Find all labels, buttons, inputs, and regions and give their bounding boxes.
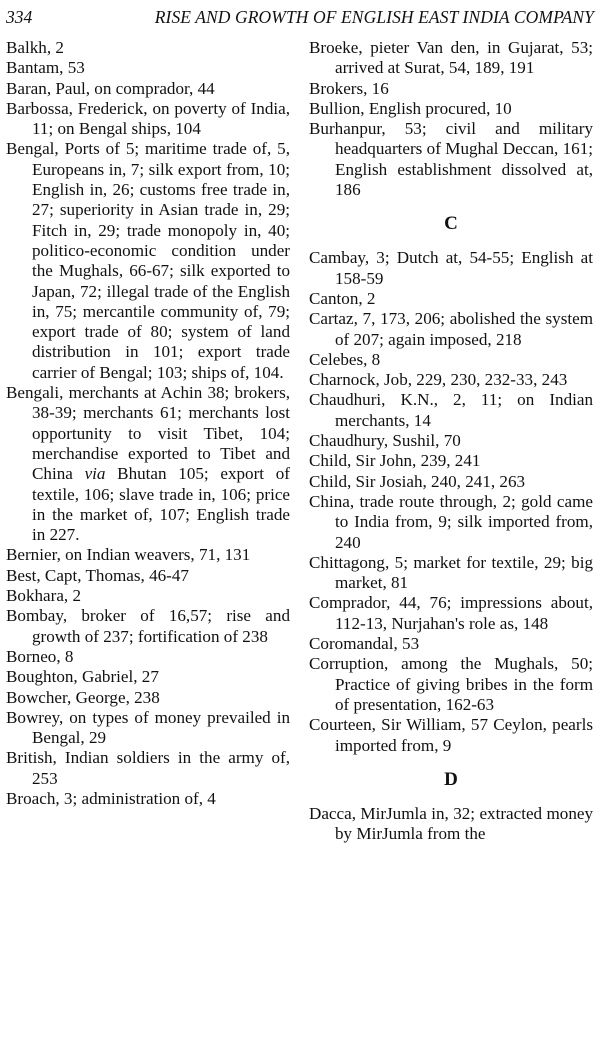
index-entry: Boughton, Gabriel, 27 xyxy=(6,667,159,687)
index-section-letter: C xyxy=(444,213,458,235)
index-section-letter: D xyxy=(444,768,458,790)
index-entry: Barbossa, Frederick, on poverty of India, 11; on Bengal ships, 104 xyxy=(6,98,290,139)
index-entry: Canton, 2 xyxy=(309,288,376,308)
index-entry: Celebes, 8 xyxy=(309,349,381,369)
index-entry: Bowrey, on types of money prevailed in Bengal, 29 xyxy=(6,707,290,748)
index-column-left xyxy=(6,38,290,809)
index-entry: Cartaz, 7, 173, 206; abolished the system of 207; again imposed, 218 xyxy=(309,309,593,349)
index-entry: Courteen, Sir William, 57 Ceylon, pearls imported from, 9 xyxy=(309,715,593,755)
index-entry: Broach, 3; administration of, 4 xyxy=(6,788,216,808)
index-entry: Child, Sir Josiah, 240, 241, 263 xyxy=(309,471,526,491)
index-entry: Baran, Paul, on comprador, 44 xyxy=(6,78,215,98)
italic-word: via xyxy=(84,464,106,484)
index-entry: Charnock, Job, 229, 230, 232-33, 243 xyxy=(309,370,568,390)
index-entry: Balkh, 2 xyxy=(6,38,64,57)
index-entry: Chaudhuri, K.N., 2, 11; on Indian merchants, 14 xyxy=(309,390,593,430)
index-entry: Bullion, English procured, 10 xyxy=(309,98,512,118)
index-entry: Bokhara, 2 xyxy=(6,586,82,606)
running-title: RISE AND GROWTH OF ENGLISH EAST INDIA COMPANY xyxy=(154,7,594,27)
index-entry: Brokers, 16 xyxy=(309,78,389,98)
index-entry: Chaudhury, Sushil, 70 xyxy=(309,431,461,451)
index-entry: Bantam, 53 xyxy=(6,58,85,78)
index-column-right xyxy=(309,38,593,844)
index-entry: Bengal, Ports of 5; maritime trade of, 5, Europeans in, 7; silk export from, 10; English in, 26; customs free trade in, 27; superiority in Asian trade in, 29; Fitch in, 29; trade monopoly in, 40; politico-economic condition under the Mughals, 66-67; silk exported to Japan, 72; illegal trade of the English in, 75; mercantile community of, 79; export trade of 80; system of land distribution in 101; export trade carrier of Bengal; 103; ships of, 104. xyxy=(6,139,290,382)
index-entry: China, trade route through, 2; gold came to India from, 9; silk imported from, 240 xyxy=(309,491,593,552)
page-number: 334 xyxy=(6,7,33,27)
index-entry: Corruption, among the Mughals, 50; Practice of giving bribes in the form of presentation, 162-63 xyxy=(309,654,593,714)
index-entry: Bernier, on Indian weavers, 71, 131 xyxy=(6,545,251,565)
index-entry: Bengali, merchants at Achin 38; brokers, 38-39; merchants 61; merchants lost opportunity to visit Tibet, 104; merchandise exported to Tibet and China via Bhutan 105; export of textile, 106; slave trade in, 106; price in the market of, 107; English trade in 227. xyxy=(6,383,290,545)
index-entry: Comprador, 44, 76; impressions about, 112-13, Nurjahan's role as, 148 xyxy=(309,593,593,633)
page-header xyxy=(6,4,594,30)
index-entry: Child, Sir John, 239, 241 xyxy=(309,451,481,471)
index-entry: Cambay, 3; Dutch at, 54-55; English at 158-59 xyxy=(309,248,593,288)
index-entry: Coromandal, 53 xyxy=(309,634,420,654)
index-entry: Chittagong, 5; market for textile, 29; big market, 81 xyxy=(309,552,593,593)
index-entry: Best, Capt, Thomas, 46-47 xyxy=(6,565,189,585)
index-entry: Burhanpur, 53; civil and military headquarters of Mughal Deccan, 161; English establishment dissolved at, 186 xyxy=(309,119,593,200)
index-entry: Borneo, 8 xyxy=(6,646,74,666)
index-entry: Dacca, MirJumla in, 32; extracted money by MirJumla from the xyxy=(309,803,593,844)
index-entry: British, Indian soldiers in the army of, 253 xyxy=(6,748,290,788)
index-entry: Bombay, broker of 16,57; rise and growth of 237; fortification of 238 xyxy=(6,606,290,646)
index-entry: Bowcher, George, 238 xyxy=(6,687,160,707)
index-entry: Broeke, pieter Van den, in Gujarat, 53; arrived at Surat, 54, 189, 191 xyxy=(309,38,593,78)
